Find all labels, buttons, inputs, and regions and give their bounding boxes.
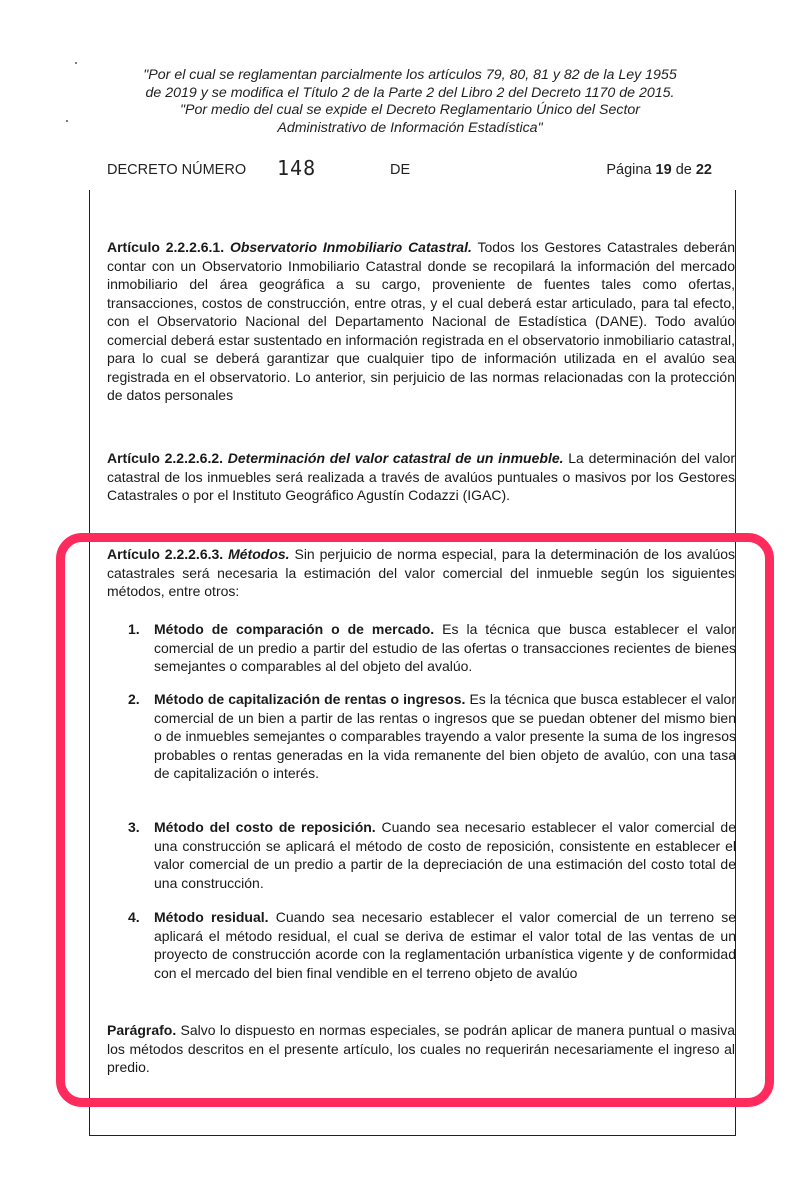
article-observatorio	[107, 238, 735, 405]
de-label: DE	[390, 162, 411, 178]
method-number: 1.	[128, 621, 140, 637]
decree-label: DECRETO NÚMERO	[107, 162, 247, 178]
epigraph-line: "Por el cual se reglamentan parcialmente los artículos 79, 80, 81 y 82 de la Ley 1955	[143, 67, 677, 83]
page-of: de	[675, 162, 692, 178]
decree-epigraph	[100, 67, 720, 137]
epigraph-line: "Por medio del cual se expide el Decreto Reglamentario Único del Sector	[179, 102, 641, 118]
method-item	[128, 818, 736, 892]
method-name: Método de capitalización de rentas o ingresos.	[154, 691, 466, 707]
epigraph-line: de 2019 y se modifica el Título 2 de la Parte 2 del Libro 2 del Decreto 1170 de 2015.	[145, 84, 675, 101]
decree-number: 148	[277, 156, 317, 180]
paragrafo	[107, 1021, 735, 1077]
page-indicator	[606, 162, 712, 178]
method-number: 3.	[128, 819, 140, 835]
scan-speck	[66, 120, 68, 122]
article-number: Artículo 2.2.2.6.1.	[107, 239, 225, 255]
scan-speck	[75, 62, 77, 64]
page-total: 22	[695, 162, 712, 178]
method-name: Método del costo de reposición.	[154, 819, 376, 835]
method-text: Es la técnica que busca establecer el valor comercial de un bien a partir de las rentas o ingresos que se puedan obtener del mismo bien o de inmuebles semejantes o comparables trayendo a valor presente la suma de los ingresos probables o rentas generadas en la vida remanente del bien objeto de avalúo, con una tasa de capitalización o interés.	[154, 691, 737, 781]
article-title: Observatorio Inmobiliario Catastral.	[229, 239, 472, 255]
method-item	[128, 690, 736, 783]
article-text: Todos los Gestores Catastrales deberán contar con un Observatorio Inmobiliario Catastral donde se recopilará la información del mercado inmobiliario del área geográfica a su cargo, proveniente de fuentes tales como ofertas, transacciones, costos de construcción, entre otras, y el cual deberá estar articulado, para tal efecto, con el Observatorio Nacional del Departamento Nacional de Estadística (DANE). Todo avalúo comercial deberá estar sustentado en información registrada en el observatorio inmobiliario catastral, para lo cual se deberá garantizar que cualquier tipo de información utilizada en el avalúo sea registrada en el observatorio. Lo anterior, sin perjuicio de las normas relacionadas con la protección de datos personales	[107, 239, 735, 403]
article-number: Artículo 2.2.2.6.2.	[107, 450, 224, 466]
method-text: Es la técnica que busca establecer el valor comercial de un predio a partir del estudio de las ofertas o transacciones recientes de bienes semejantes o comparables al del objeto del avalúo.	[154, 621, 737, 674]
page-label: Página	[606, 162, 652, 178]
article-title: Métodos.	[228, 546, 290, 562]
paragrafo-text: Salvo lo dispuesto en normas especiales, se podrán aplicar de manera puntual o masiva los métodos descritos en el presente artículo, los cuales no requerirán necesariamente el ingreso al predio.	[107, 1022, 735, 1075]
article-metodos	[107, 545, 735, 601]
decree-header	[107, 156, 712, 182]
article-title: Determinación del valor catastral de un inmueble.	[227, 450, 564, 466]
article-text: La determinación del valor catastral de los inmuebles será realizada a través de avalúos puntuales o masivos por los Gestores Catastrales o por el Instituto Geográfico Agustín Codazzi (IGAC).	[107, 450, 736, 503]
paragrafo-heading: Parágrafo.	[107, 1022, 177, 1038]
method-item	[128, 908, 736, 982]
article-valor-catastral	[107, 449, 735, 505]
page-current: 19	[655, 162, 672, 178]
epigraph-line: Administrativo de Información Estadística"	[277, 119, 543, 136]
article-text: Sin perjuicio de norma especial, para la determinación de los avalúos catastrales será necesaria la estimación del valor comercial del inmueble según los siguientes métodos, entre otros:	[107, 546, 736, 599]
method-item	[128, 620, 736, 676]
method-text: Cuando sea necesario establecer el valor comercial de una construcción se aplicará el método de costo de reposición, consistente en establecer el valor comercial de un predio a partir de la depreciación de una estimación del costo total de una construcción.	[154, 819, 736, 891]
method-number: 4.	[128, 909, 140, 925]
method-text: Cuando sea necesario establecer el valor comercial de un terreno se aplicará el método residual, el cual se deriva de estimar el valor total de las ventas de un proyecto de construcción acorde con la reglamentación urbanística vigente y de conformidad con el mercado del bien final vendible en el terreno objeto de avalúo	[154, 909, 737, 981]
method-name: Método residual.	[154, 909, 269, 925]
article-number: Artículo 2.2.2.6.3.	[107, 546, 224, 562]
method-number: 2.	[128, 691, 140, 707]
method-name: Método de comparación o de mercado.	[154, 621, 435, 637]
